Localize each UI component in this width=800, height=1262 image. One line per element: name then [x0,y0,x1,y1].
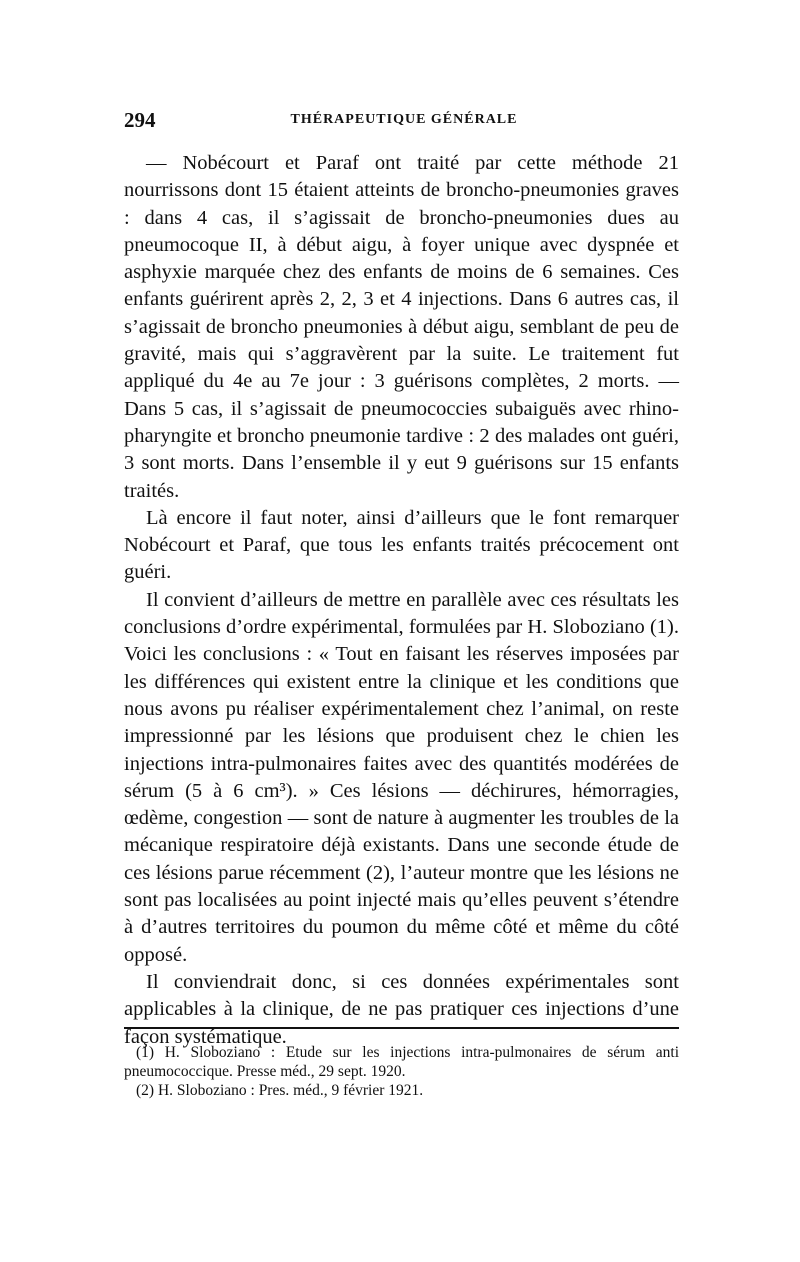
paragraph: — Nobécourt et Paraf ont traité par cette méthode 21 nourrissons dont 15 étaient atteints de broncho-pneumonies graves : dans 4 cas, il s’agissait de broncho-pneumonies dues au pneumocoque II, à début aigu, à foyer unique avec dyspnée et asphyxie marquée chez des enfants de moins de 6 semaines. Ces enfants guérirent après 2, 2, 3 et 4 injections. Dans 6 autres cas, il s’agissait de broncho pneumonies à début aigu, semblant de peu de gravité, mais qui s’aggravèrent par la suite. Le traitement fut appliqué du 4e au 7e jour : 3 guérisons complètes, 2 morts. — Dans 5 cas, il s’agissait de pneumococcies subaiguës avec rhino-pharyngite et broncho pneumonie tardive : 2 des malades ont guéri, 3 sont morts. Dans l’ensemble il y eut 9 guérisons sur 15 enfants traités. [124,152,679,502]
paragraph: Il convient d’ailleurs de mettre en parallèle avec ces résultats les conclusions d’ordre expérimental, formulées par H. Sloboziano (1). Voici les conclusions : « Tout en faisant les réserves imposées par les différences qui existent entre la clinique et les conditions que nous avons pu réaliser expérimentalement chez l’animal, on reste impressionné par les lésions que produisent chez le chien les injections intra-pulmonaires faites avec des quantités modérées de sérum (5 à 6 cm³). » Ces lésions — déchirures, hémorragies, œdème, congestion — sont de nature à augmenter les troubles de la mécanique respiratoire déjà existants. Dans une seconde étude de ces lésions parue récemment (2), l’auteur montre que les lésions ne sont pas localisées au point injecté mais qu’elles peuvent s’étendre à d’autres territoires du poumon du même côté et même du côté opposé. [124,588,679,966]
footnotes [124,1043,679,1100]
page-header [124,108,684,138]
paragraph: Il conviendrait donc, si ces données expérimentales sont applicables à la clinique, de ne pas pratiquer ces injections d’une façon systématique. [124,970,679,1048]
footnote-divider [124,1027,679,1029]
running-title: THÉRAPEUTIQUE GÉNÉRALE [290,112,518,127]
page-number: 294 [124,108,156,132]
footnote: (1) H. Sloboziano : Etude sur les injections intra-pulmonaires de sérum anti pneumococcique. Presse méd., 29 sept. 1920. [124,1044,679,1080]
paragraph: Là encore il faut noter, ainsi d’ailleurs que le font remarquer Nobécourt et Paraf, que tous les enfants traités précocement ont guéri. [124,506,679,584]
body-text [124,150,679,1051]
footnote: (2) H. Sloboziano : Pres. méd., 9 février 1921. [136,1082,424,1099]
